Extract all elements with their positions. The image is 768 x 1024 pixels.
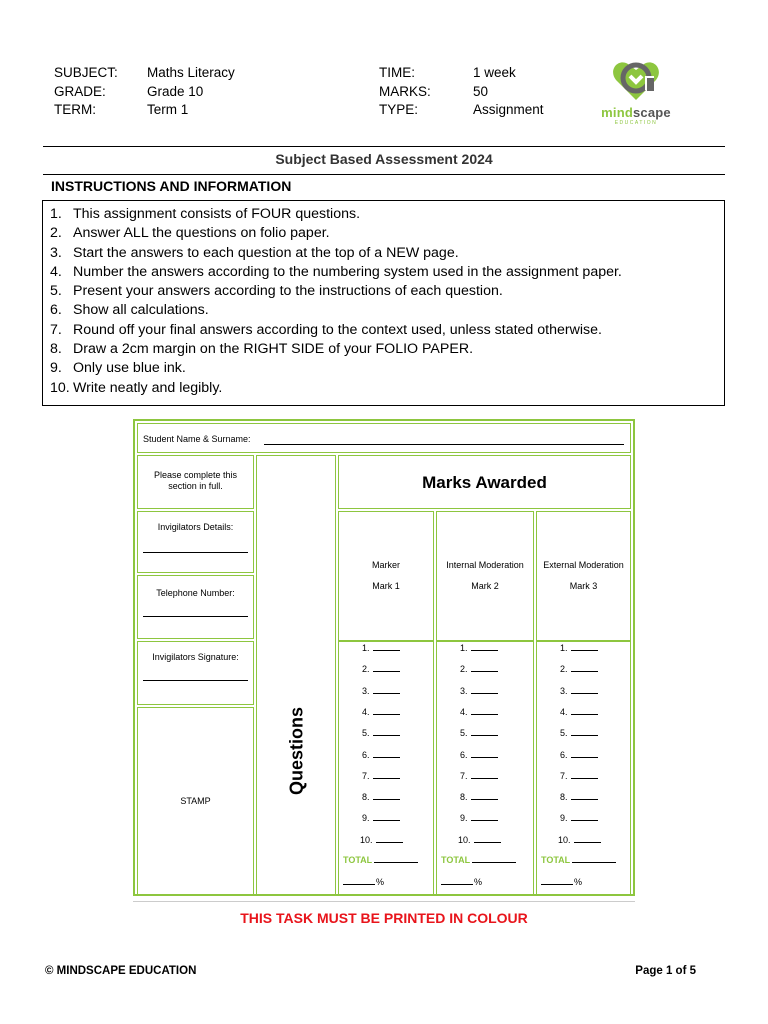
marker-mark-line[interactable] xyxy=(362,813,400,823)
mark-blank[interactable] xyxy=(571,714,598,715)
marker-column-header xyxy=(338,511,434,641)
marker-mark-line[interactable] xyxy=(362,750,400,760)
mark-blank[interactable] xyxy=(471,757,498,758)
footer-copyright: © MINDSCAPE EDUCATION xyxy=(45,965,197,977)
marker-mark-line[interactable] xyxy=(360,835,403,845)
mark-blank[interactable] xyxy=(571,778,598,779)
external-mark-line[interactable] xyxy=(560,686,598,696)
mark-line-number: 4. xyxy=(362,706,370,717)
mark-blank[interactable] xyxy=(376,842,403,843)
mark-line-number: 1. xyxy=(460,643,468,653)
internal-moderation-mark: Mark 2 xyxy=(471,581,499,591)
mark-line-number: 5. xyxy=(460,728,468,739)
external-mark-line[interactable] xyxy=(560,771,598,781)
mark-line-number: 10. xyxy=(458,834,471,845)
mark-line-number: 5. xyxy=(362,728,370,739)
mark-blank[interactable] xyxy=(571,671,598,672)
external-mark-line[interactable] xyxy=(560,643,598,653)
instruction-text: Answer ALL the questions on folio paper. xyxy=(73,225,330,242)
stamp-label: STAMP xyxy=(180,796,211,806)
mark-line-number: 6. xyxy=(460,749,468,760)
mark-line-number: 3. xyxy=(560,685,568,696)
mark-blank[interactable] xyxy=(373,820,400,821)
instruction-text: Start the answers to each question at the top of a NEW page. xyxy=(73,244,459,261)
mark-line-number: 9. xyxy=(560,813,568,824)
percent-sign: % xyxy=(474,877,483,887)
external-mark-line[interactable] xyxy=(560,707,598,717)
mark-line-number: 6. xyxy=(362,749,370,760)
percentage-blank[interactable] xyxy=(441,884,473,885)
page-title: Subject Based Assessment 2024 xyxy=(275,151,493,167)
percentage-blank[interactable] xyxy=(343,884,375,885)
questions-label: Questions xyxy=(286,706,307,796)
mark-blank[interactable] xyxy=(373,671,400,672)
mark-line-number: 10. xyxy=(360,834,373,845)
mark-line-number: 2. xyxy=(460,664,468,675)
instruction-item xyxy=(50,379,724,398)
internal-mark-column xyxy=(436,641,534,896)
external-moderation-header xyxy=(536,511,631,641)
mark-blank[interactable] xyxy=(574,842,601,843)
mindscape-logo xyxy=(594,56,678,128)
assessment-meta xyxy=(54,64,573,120)
type-label: TYPE: xyxy=(379,102,419,117)
student-name-row xyxy=(137,423,631,453)
internal-mark-line[interactable] xyxy=(460,792,498,802)
mark-blank[interactable] xyxy=(571,757,598,758)
internal-mark-line[interactable] xyxy=(460,771,498,781)
mark-line-number: 9. xyxy=(460,813,468,824)
marker-percentage[interactable] xyxy=(343,877,384,887)
mark-line-number: 3. xyxy=(362,685,370,696)
time-label: TIME: xyxy=(379,65,415,80)
instruction-item xyxy=(50,263,724,282)
mark-blank[interactable] xyxy=(571,650,598,651)
instructions-heading: INSTRUCTIONS AND INFORMATION xyxy=(51,178,292,194)
instruction-item xyxy=(50,359,724,378)
instruction-text: Show all calculations. xyxy=(73,302,209,319)
mark-blank[interactable] xyxy=(373,735,400,736)
mark-line-number: 1. xyxy=(560,643,568,653)
instruction-number: 10. xyxy=(50,379,70,396)
heart-logo-icon xyxy=(610,56,662,104)
internal-moderation-role: Internal Moderation xyxy=(446,560,524,570)
marker-mark-line[interactable] xyxy=(362,686,400,696)
mark-blank[interactable] xyxy=(471,671,498,672)
marks-label: MARKS: xyxy=(379,83,431,99)
external-mark-line[interactable] xyxy=(560,792,598,802)
instructions-list xyxy=(50,205,724,398)
subject-value: Maths Literacy xyxy=(147,65,235,80)
external-total[interactable] xyxy=(541,855,616,865)
marker-role: Marker xyxy=(371,560,400,570)
internal-mark-line[interactable] xyxy=(458,835,501,845)
marker-mark-line[interactable] xyxy=(362,792,400,802)
stamp-cell xyxy=(137,707,254,896)
invigilator-details-cell xyxy=(137,511,254,573)
percent-sign: % xyxy=(574,877,583,887)
mark-line-number: 10. xyxy=(558,834,571,845)
mark-blank[interactable] xyxy=(471,693,498,694)
mark-blank[interactable] xyxy=(373,778,400,779)
total-blank[interactable] xyxy=(572,862,616,863)
internal-mark-line[interactable] xyxy=(460,707,498,717)
internal-percentage[interactable] xyxy=(441,877,482,887)
mark-blank[interactable] xyxy=(373,799,400,800)
total-label: TOTAL xyxy=(541,855,571,865)
instruction-text: This assignment consists of FOUR questions. xyxy=(73,206,361,222)
mark-line-number: 3. xyxy=(460,685,468,696)
telephone-cell xyxy=(137,575,254,639)
external-mark-line[interactable] xyxy=(560,813,598,823)
internal-moderation-header xyxy=(436,511,534,641)
mark-line-number: 4. xyxy=(460,706,468,717)
mark-line-number: 8. xyxy=(362,792,370,803)
external-mark-line[interactable] xyxy=(560,750,598,760)
marker-mark-column xyxy=(338,641,434,896)
mark-line-number: 4. xyxy=(560,706,568,717)
type-value: Assignment xyxy=(473,102,544,117)
complete-note-cell xyxy=(137,455,254,509)
grade-label: GRADE: xyxy=(54,83,106,99)
instruction-text: Present your answers according to the instructions of each question. xyxy=(73,283,503,300)
telephone-label: Telephone Number: xyxy=(156,588,235,598)
mark-blank[interactable] xyxy=(571,735,598,736)
internal-mark-line[interactable] xyxy=(460,664,498,674)
mark-line-number: 8. xyxy=(560,792,568,803)
mark-line-number: 2. xyxy=(560,664,568,675)
mark-blank[interactable] xyxy=(471,714,498,715)
percent-sign: % xyxy=(376,877,385,887)
invigilator-signature-label: Invigilators Signature: xyxy=(152,652,239,662)
total-blank[interactable] xyxy=(472,862,516,863)
instruction-number: 2. xyxy=(50,225,62,242)
marker-total[interactable] xyxy=(343,855,418,865)
instruction-item xyxy=(50,321,724,340)
external-percentage[interactable] xyxy=(541,877,582,887)
grade-value: Grade 10 xyxy=(147,83,204,99)
instruction-number: 3. xyxy=(50,244,62,261)
internal-total[interactable] xyxy=(441,855,516,865)
instruction-item xyxy=(50,205,724,224)
mark-line-number: 8. xyxy=(460,792,468,803)
mark-blank[interactable] xyxy=(471,799,498,800)
mark-blank[interactable] xyxy=(471,820,498,821)
marker-mark-line[interactable] xyxy=(362,707,400,717)
divider-top xyxy=(43,146,725,147)
mark-blank[interactable] xyxy=(571,820,598,821)
instruction-text: Round off your final answers according to the context used, unless stated otherwise. xyxy=(73,321,602,338)
term-label: TERM: xyxy=(54,102,96,117)
mark-line-number: 1. xyxy=(362,643,370,653)
external-mark-line[interactable] xyxy=(560,728,598,738)
footer-page-number: Page 1 of 5 xyxy=(635,965,696,977)
mark-blank[interactable] xyxy=(571,693,598,694)
marker-mark-line[interactable] xyxy=(362,643,400,653)
instruction-number: 4. xyxy=(50,263,62,280)
mark-blank[interactable] xyxy=(373,714,400,715)
student-name-line[interactable] xyxy=(264,444,624,445)
mark-line-number: 5. xyxy=(560,728,568,739)
time-value: 1 week xyxy=(473,65,516,80)
mark-blank[interactable] xyxy=(471,735,498,736)
mark-line-number: 6. xyxy=(560,749,568,760)
cover-form xyxy=(133,419,635,896)
invigilator-signature-cell xyxy=(137,641,254,705)
divider-title xyxy=(43,174,725,175)
external-mark-line[interactable] xyxy=(560,664,598,674)
instruction-text: Number the answers according to the numbering system used in the assignment paper. xyxy=(73,263,622,280)
mark-blank[interactable] xyxy=(373,650,400,651)
instruction-item xyxy=(50,224,724,243)
internal-mark-line[interactable] xyxy=(460,813,498,823)
complete-note: Please complete this section in full. xyxy=(153,470,238,491)
mark-blank[interactable] xyxy=(471,778,498,779)
marker-mark-line[interactable] xyxy=(362,664,400,674)
instruction-number: 8. xyxy=(50,341,62,358)
instruction-item xyxy=(50,282,724,301)
instruction-number: 9. xyxy=(50,360,62,377)
invigilator-details-line[interactable] xyxy=(143,552,248,553)
student-name-label: Student Name & Surname: xyxy=(143,434,251,444)
mark-line-number: 9. xyxy=(362,813,370,824)
instructions-box xyxy=(42,200,725,406)
marker-mark: Mark 1 xyxy=(372,581,400,591)
mark-blank[interactable] xyxy=(471,650,498,651)
instruction-text: Only use blue ink. xyxy=(73,360,186,377)
mark-blank[interactable] xyxy=(373,693,400,694)
instruction-number: 1. xyxy=(50,206,62,222)
external-mark-line[interactable] xyxy=(558,835,601,845)
instruction-item xyxy=(50,340,724,359)
telephone-line[interactable] xyxy=(143,616,248,617)
invigilator-details-label: Invigilators Details: xyxy=(157,522,234,532)
mark-line-number: 7. xyxy=(460,770,468,781)
instruction-number: 6. xyxy=(50,302,62,319)
internal-mark-line[interactable] xyxy=(460,686,498,696)
questions-column xyxy=(256,455,336,896)
marks-awarded-title: Marks Awarded xyxy=(422,473,547,492)
marker-mark-line[interactable] xyxy=(362,771,400,781)
instruction-text: Write neatly and legibly. xyxy=(73,379,223,396)
percentage-blank[interactable] xyxy=(541,884,573,885)
mark-blank[interactable] xyxy=(373,757,400,758)
external-moderation-mark: Mark 3 xyxy=(569,581,598,591)
internal-mark-line[interactable] xyxy=(460,728,498,738)
external-moderation-role: External Moderation xyxy=(543,560,624,570)
subject-label: SUBJECT: xyxy=(54,65,118,80)
logo-wordmark: mindscape xyxy=(601,105,671,120)
instruction-item xyxy=(50,244,724,263)
instruction-item xyxy=(50,301,724,320)
mark-line-number: 7. xyxy=(560,770,568,781)
marks-awarded-header xyxy=(338,455,631,509)
total-label: TOTAL xyxy=(343,855,373,865)
mark-blank[interactable] xyxy=(474,842,501,843)
mark-line-number: 2. xyxy=(362,664,370,675)
instruction-number: 7. xyxy=(50,321,62,338)
total-label: TOTAL xyxy=(441,855,471,865)
external-mark-column xyxy=(536,641,631,896)
instruction-number: 5. xyxy=(50,283,62,300)
print-colour-note: THIS TASK MUST BE PRINTED IN COLOUR xyxy=(240,910,528,926)
term-value: Term 1 xyxy=(147,102,189,117)
total-blank[interactable] xyxy=(374,862,418,863)
internal-mark-line[interactable] xyxy=(460,750,498,760)
invigilator-signature-line[interactable] xyxy=(143,680,248,681)
marker-mark-line[interactable] xyxy=(362,728,400,738)
logo-tagline: EDUCATION xyxy=(614,120,658,126)
instruction-text: Draw a 2cm margin on the RIGHT SIDE of your FOLIO PAPER. xyxy=(73,341,474,358)
form-bottom-rule xyxy=(133,901,635,902)
marks-value: 50 xyxy=(473,83,489,99)
mark-line-number: 7. xyxy=(362,770,370,781)
mark-blank[interactable] xyxy=(571,799,598,800)
internal-mark-line[interactable] xyxy=(460,643,498,653)
